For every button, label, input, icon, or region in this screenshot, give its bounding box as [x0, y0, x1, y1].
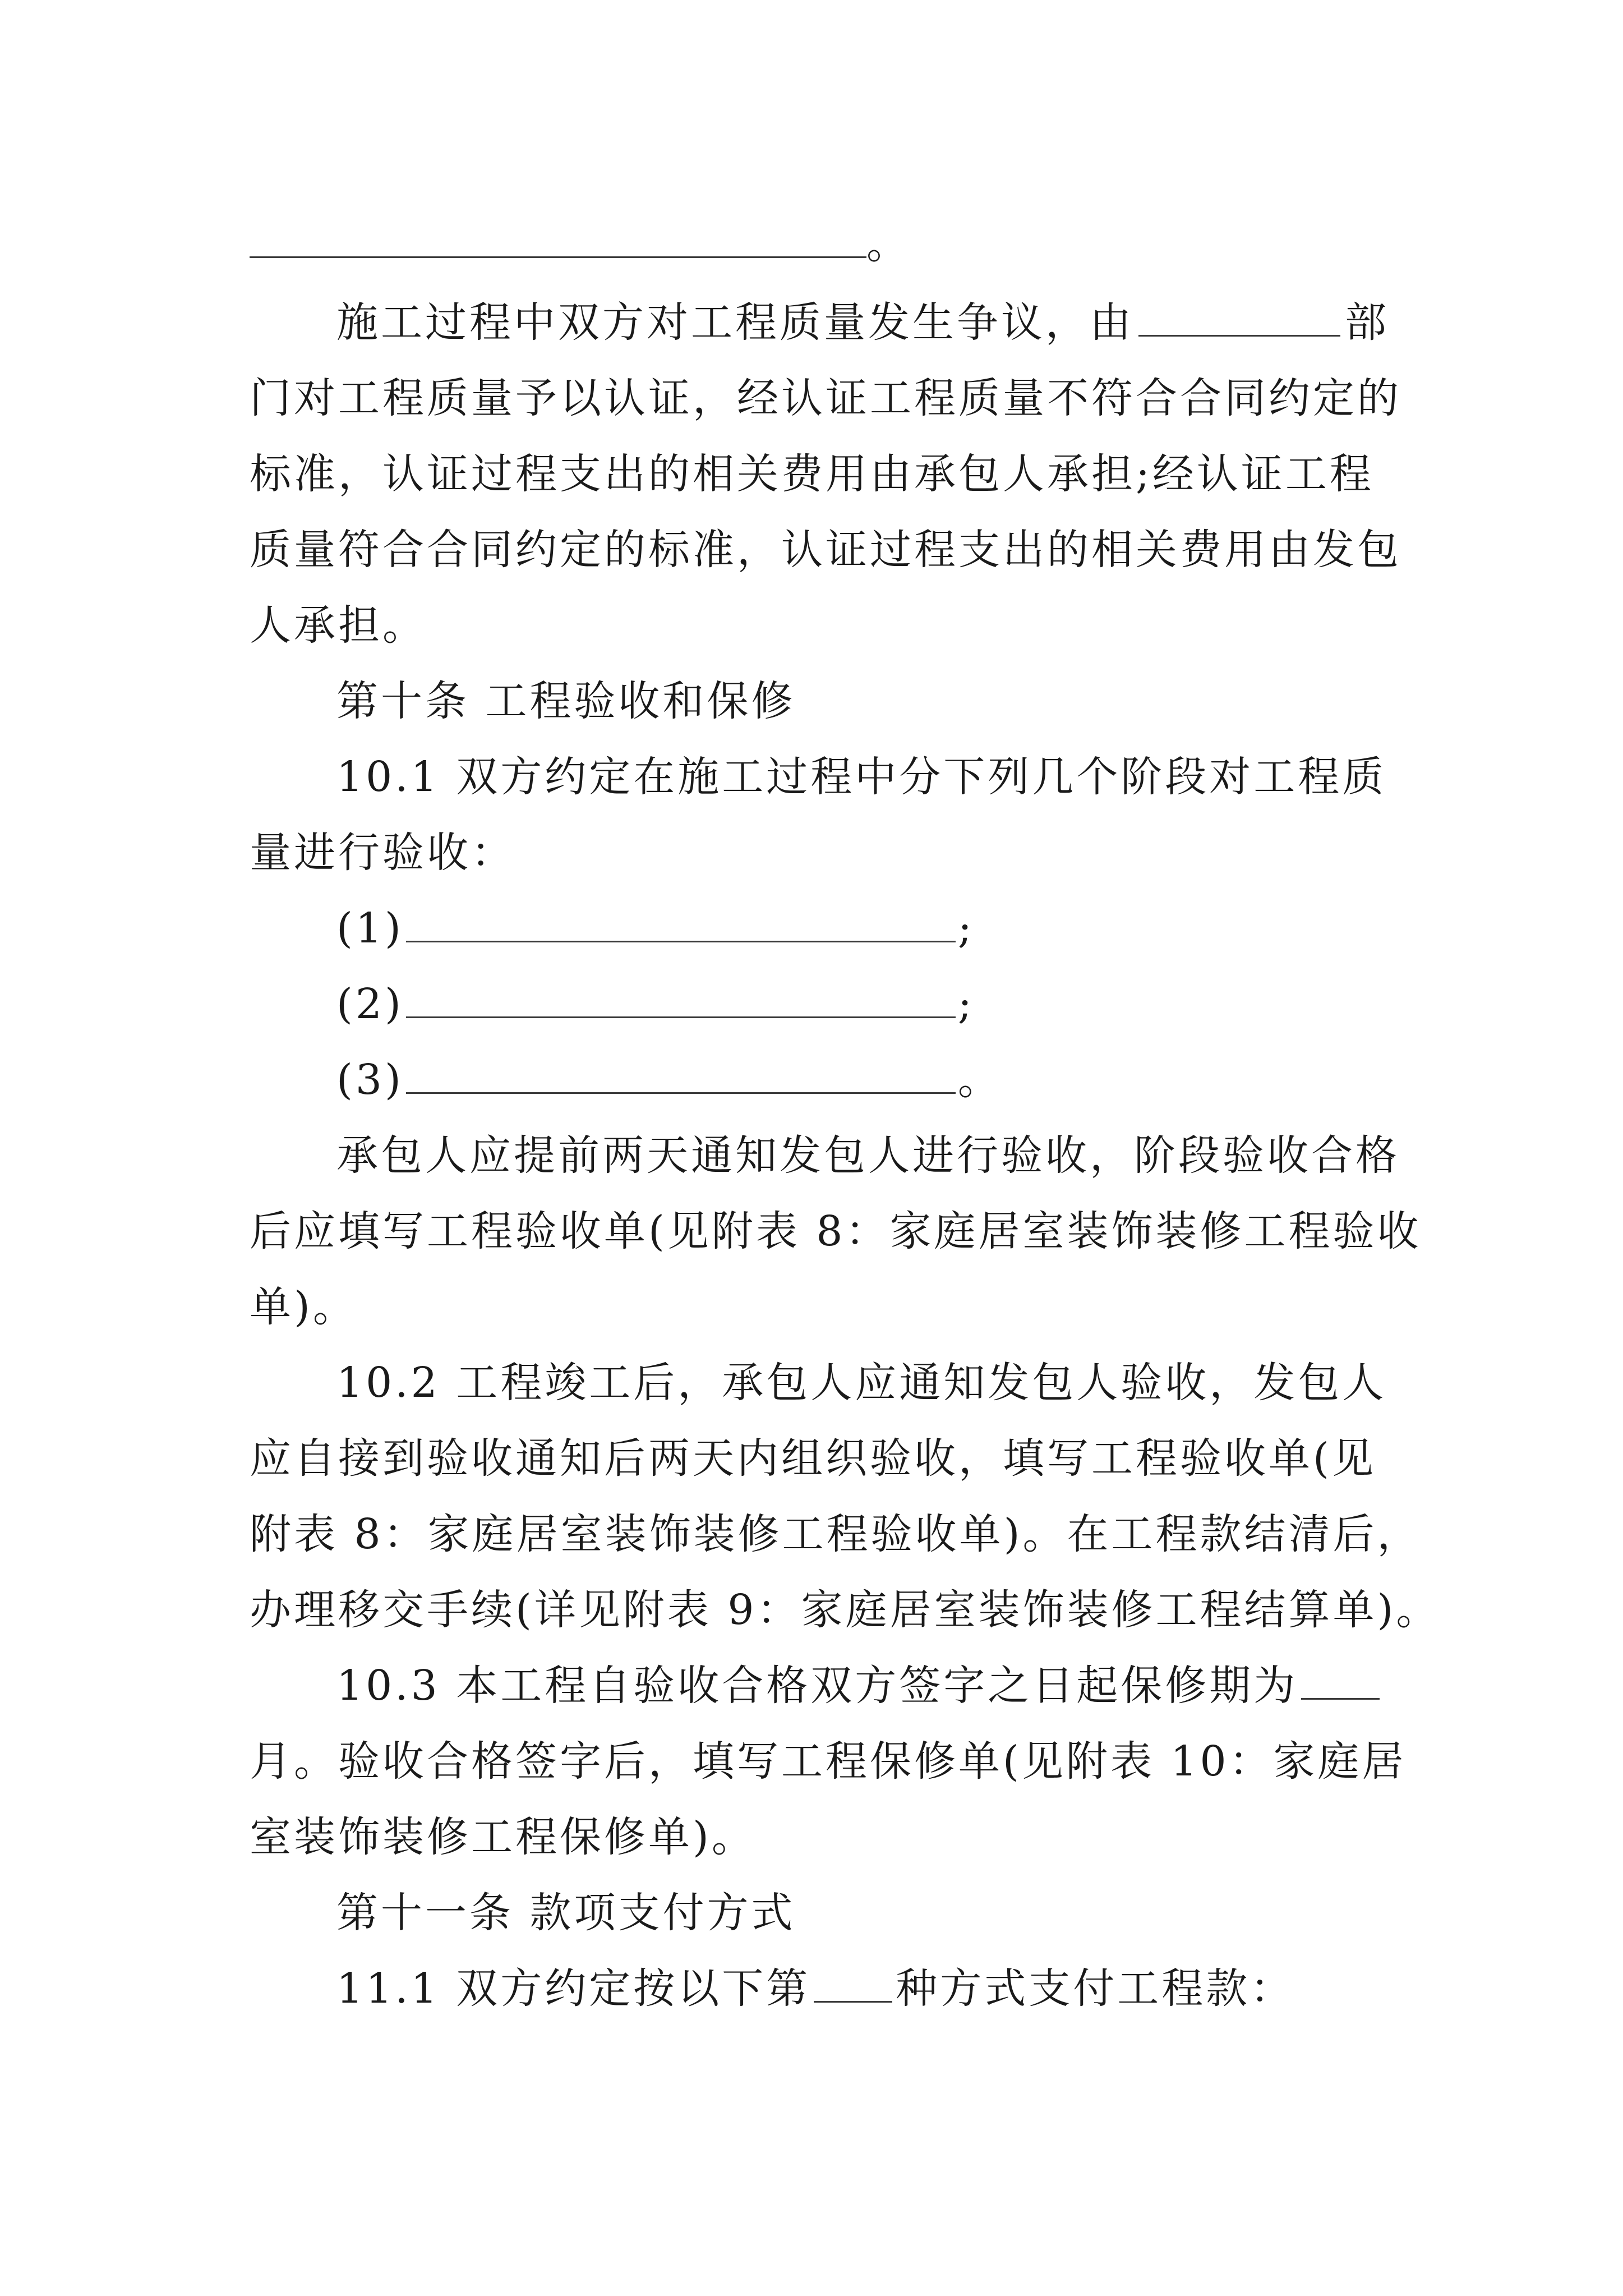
stage-blank[interactable] [406, 983, 956, 1018]
item-number: (2) [336, 980, 404, 1028]
line-text: 。 [957, 1056, 1002, 1104]
text-line: 人承担。 [250, 601, 427, 650]
warranty-period-blank[interactable] [1301, 1664, 1380, 1700]
department-blank[interactable] [1138, 301, 1340, 337]
article-heading: 第十条 工程验收和保修 [336, 677, 796, 725]
clause-11-1 [336, 1961, 1402, 2017]
text-line: 后应填写工程验收单(见附表 8：家庭居室装饰装修工程验收 [250, 1207, 1422, 1255]
clause-10-1: 10.1 双方约定在施工过程中分下列几个阶段对工程质 [336, 753, 1387, 801]
clause-10-3 [336, 1658, 1402, 1714]
stage-item-2 [336, 976, 1402, 1032]
line-text: 10.3 本工程自验收合格双方签字之日起保修期为 [336, 1662, 1298, 1710]
line-text: 种方式支付工程款： [896, 1964, 1295, 2013]
line-text: 11.1 双方约定按以下第 [336, 1964, 811, 2013]
text-line: 量进行验收： [250, 829, 515, 877]
clause-10-2: 10.2 工程竣工后，承包人应通知发包人验收，发包人 [336, 1359, 1387, 1407]
text-line: 标准，认证过程支出的相关费用由承包人承担;经认证工程 [250, 450, 1374, 498]
stage-item-1 [336, 900, 1402, 956]
line-text: 。 [866, 220, 911, 268]
text-line: 附表 8：家庭居室装饰装修工程验收单)。在工程款结清后， [250, 1510, 1422, 1558]
item-number: (1) [336, 904, 404, 953]
item-number: (3) [336, 1056, 404, 1104]
text-line: 单)。 [250, 1283, 357, 1331]
line-text: ; [957, 980, 975, 1028]
stage-blank[interactable] [406, 907, 956, 942]
article-heading: 第十一条 款项支付方式 [336, 1889, 796, 1937]
fill-blank[interactable] [250, 223, 866, 258]
text-line: 质量符合合同约定的标准，认证过程支出的相关费用由发包 [250, 526, 1401, 574]
text-line: 办理移交手续(详见附表 9：家庭居室装饰装修工程结算单)。 [250, 1586, 1441, 1634]
paragraph-quality-dispute [336, 295, 1402, 351]
payment-method-blank[interactable] [814, 1967, 892, 2003]
stage-item-3 [336, 1052, 1402, 1108]
text-line: 应自接到验收通知后两天内组织验收，填写工程验收单(见 [250, 1434, 1376, 1483]
text-line: 室装饰装修工程保修单)。 [250, 1813, 756, 1861]
text-line: 承包人应提前两天通知发包人进行验收，阶段验收合格 [336, 1131, 1400, 1180]
text-line [250, 216, 1394, 272]
line-text: 部 [1345, 298, 1389, 347]
line-text: ; [957, 904, 975, 953]
text-line: 门对工程质量予以认证，经认证工程质量不符合合同约定的 [250, 374, 1401, 422]
text-line: 月。验收合格签字后，填写工程保修单(见附表 10：家庭居 [250, 1737, 1407, 1786]
stage-blank[interactable] [406, 1059, 956, 1094]
line-text: 施工过程中双方对工程质量发生争议，由 [336, 298, 1134, 347]
